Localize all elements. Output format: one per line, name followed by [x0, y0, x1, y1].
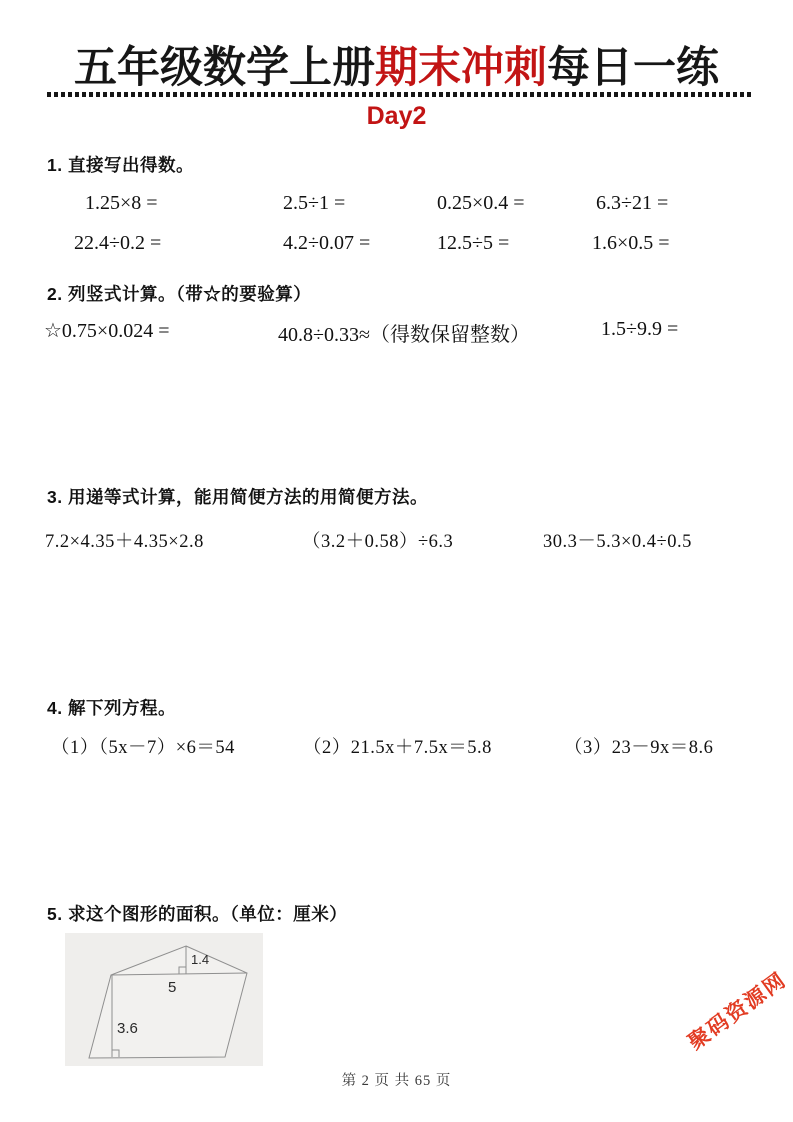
q1-expression-3: 0.25×0.4 = [437, 192, 525, 214]
q1-expression-4: 6.3÷21 = [596, 192, 669, 214]
q3-expression-2: （3.2＋0.58）÷6.3 [302, 532, 454, 552]
q3-expression-3: 30.3－5.3×0.4÷0.5 [543, 532, 692, 552]
dimension-label-triangle-height: 1.4 [191, 952, 210, 967]
q4-equation-3: （3）23－9x＝8.6 [564, 738, 714, 758]
title-part-black-2: 每日一练 [547, 44, 719, 92]
q2-expression-2: 40.8÷0.33≈（得数保留整数） [278, 324, 530, 346]
q1-expression-1: 1.25×8 = [85, 192, 158, 214]
day-label: Day2 [366, 102, 427, 130]
q4-equation-1: （1）（5x－7）×6＝54 [51, 738, 235, 758]
q2-expression-3: 1.5÷9.9 = [601, 318, 679, 340]
q1-expression-8: 1.6×0.5 = [592, 232, 670, 254]
title-part-red: 期末冲刺 [375, 44, 547, 92]
question-5-label: 5. 求这个图形的面积。（单位：厘米） [47, 904, 348, 924]
page-footer: 第 2 页 共 65 页 [341, 1073, 452, 1089]
question-1-label: 1. 直接写出得数。 [47, 155, 194, 175]
question-3-label: 3. 用递等式计算，能用简便方法的用简便方法。 [47, 487, 428, 507]
q4-equation-2: （2）21.5x＋7.5x＝5.8 [303, 738, 492, 758]
question-2-label: 2. 列竖式计算。（带☆的要验算） [47, 284, 312, 304]
dimension-label-base: 5 [168, 979, 177, 996]
dimension-label-quad-height: 3.6 [117, 1020, 138, 1037]
q1-expression-6: 4.2÷0.07 = [283, 232, 371, 254]
pentagon-shape [89, 946, 247, 1058]
q1-expression-5: 22.4÷0.2 = [74, 232, 162, 254]
question-4-label: 4. 解下列方程。 [47, 698, 176, 718]
title-part-black-1: 五年级数学上册 [74, 44, 375, 92]
geometry-figure [65, 933, 263, 1066]
page-title [0, 34, 793, 95]
q2-expression-1: ☆0.75×0.024 = [44, 320, 170, 342]
q1-expression-2: 2.5÷1 = [283, 192, 346, 214]
geometry-figure-svg [65, 933, 263, 1066]
q1-expression-7: 12.5÷5 = [437, 232, 510, 254]
dotted-divider [47, 92, 753, 97]
q3-expression-1: 7.2×4.35＋4.35×2.8 [45, 532, 204, 552]
watermark: 聚码资源网 [684, 968, 791, 1055]
